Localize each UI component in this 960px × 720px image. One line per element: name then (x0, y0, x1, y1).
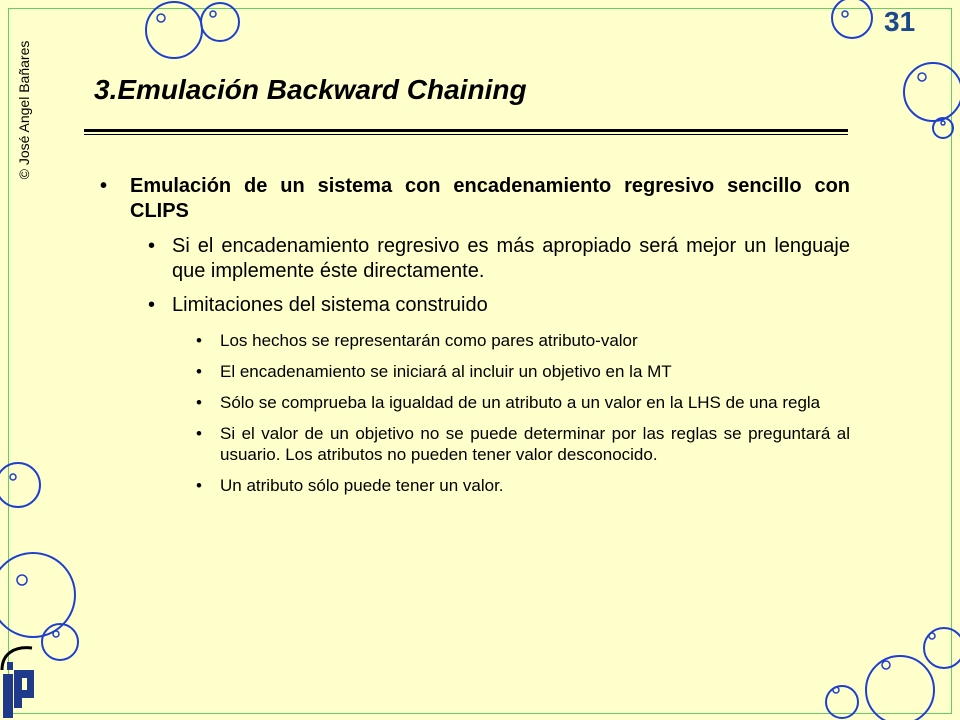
bullet-text: Limitaciones del sistema construido (172, 294, 488, 316)
bullet-text: Emulación de un sistema con encadenamiento regresivo sencillo con CLIPS (130, 175, 850, 222)
title-underline-thick (84, 129, 848, 132)
copyright-text: © José Angel Bañares (16, 40, 32, 180)
bullet-text: Un atributo sólo puede tener un valor. (220, 476, 504, 495)
slide-content (100, 174, 850, 506)
bullet-text: Si el valor de un objetivo no se puede determinar por las reglas se preguntará al usuario. Los atributos no pueden tener valor desconocido. (220, 424, 850, 464)
bullet-level1 (100, 174, 850, 224)
bullet-dot: • (196, 393, 202, 412)
bullet-level3 (100, 330, 850, 351)
bullet-dot: • (196, 331, 202, 350)
bullet-text: Si el encadenamiento regresivo es más apropiado será mejor un lenguaje que implemente éste directamente. (172, 235, 850, 282)
bullet-dot: • (148, 294, 156, 316)
bullet-level2 (100, 234, 850, 284)
bullet-level3 (100, 423, 850, 465)
bullet-level3 (100, 361, 850, 382)
page-number: 31 (884, 6, 916, 37)
bullet-dot: • (100, 175, 108, 197)
logo-icon (0, 640, 36, 720)
bullet-dot: • (196, 362, 202, 381)
title-underline-thin (84, 134, 848, 135)
bullet-text: Sólo se comprueba la igualdad de un atributo a un valor en la LHS de una regla (220, 393, 821, 412)
bullet-level2 (100, 293, 850, 318)
bullet-text: Los hechos se representarán como pares atributo-valor (220, 331, 638, 350)
bullet-text: El encadenamiento se iniciará al incluir un objetivo en la MT (220, 362, 672, 381)
bullet-dot: • (196, 424, 202, 443)
bullet-level3 (100, 475, 850, 496)
bullet-dot: • (148, 235, 156, 257)
page-title: 3.Emulación Backward Chaining (94, 74, 527, 105)
bullet-level3 (100, 392, 850, 413)
bullet-dot: • (196, 476, 202, 495)
